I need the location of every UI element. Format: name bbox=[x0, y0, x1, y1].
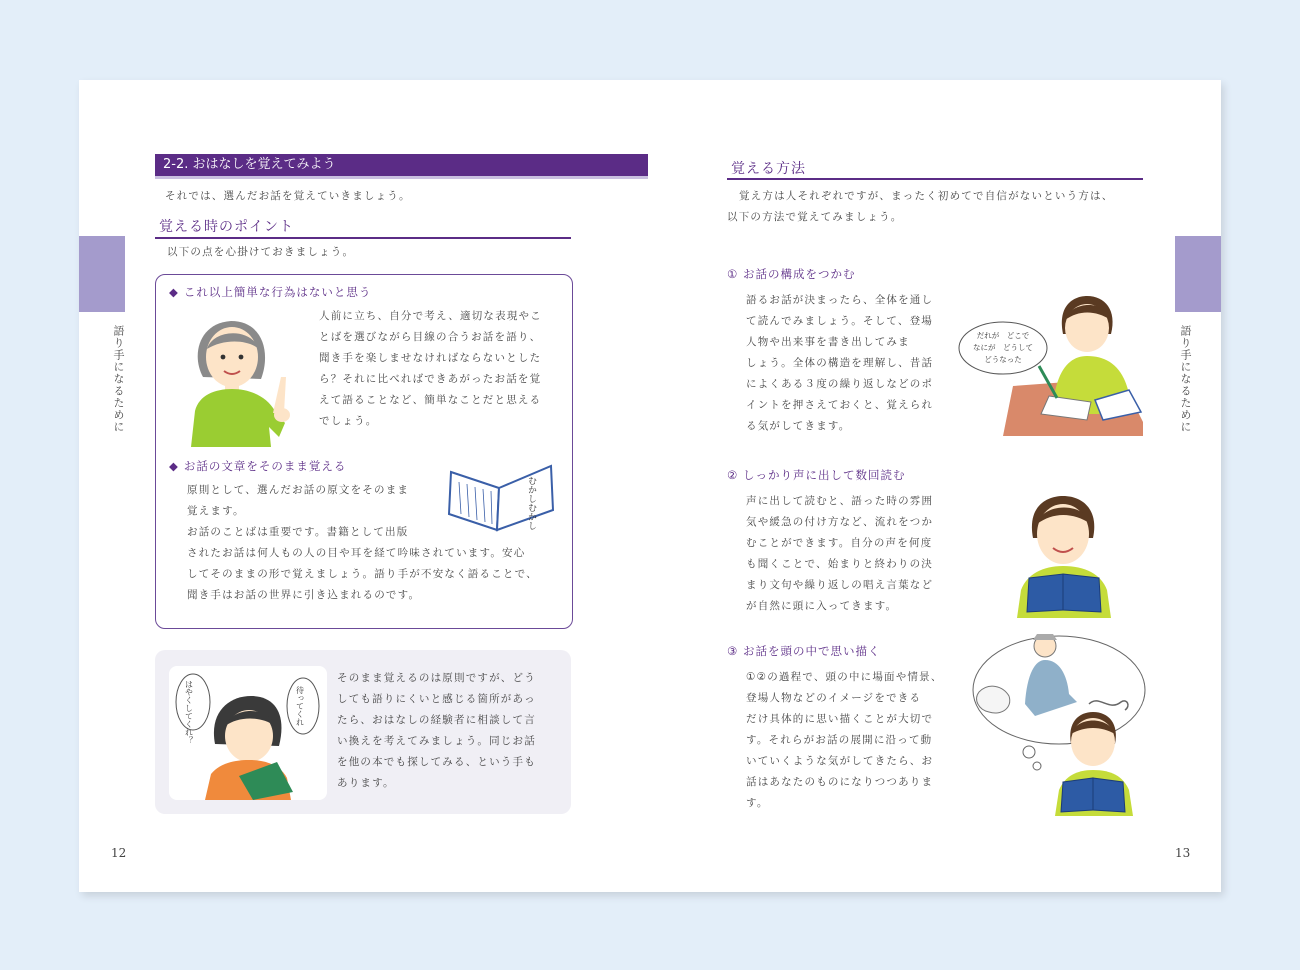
method2-heading: ② しっかり声に出して数回読む bbox=[727, 468, 906, 482]
text-line: も聞くことで、始まりと終わりの決 bbox=[746, 558, 933, 570]
text-line: 話はあなたのものになりつつありま bbox=[746, 776, 934, 788]
bubble-line: だれが どこで bbox=[976, 331, 1030, 340]
points-intro: 以下の点を心掛けておきましょう。 bbox=[167, 246, 355, 258]
point2-body-short bbox=[187, 480, 409, 543]
diamond-icon: ◆ bbox=[169, 285, 179, 299]
method3-heading: ③ お話を頭の中で思い描く bbox=[727, 644, 881, 658]
text-line: でしょう。 bbox=[319, 415, 378, 427]
text-line: 原則として、選んだお話の原文をそのまま bbox=[187, 484, 410, 496]
point2-heading-text: お話の文章をそのまま覚える bbox=[183, 459, 347, 473]
boy-reading-aloud-illustration bbox=[1013, 494, 1113, 618]
method3-body bbox=[746, 667, 943, 814]
text-line: えて語ることなど、簡単なことだと思える bbox=[319, 394, 542, 406]
book-page-text: むかしむかし bbox=[526, 476, 536, 530]
text-line: してそのままの形で覚えましょう。語り手が不安なく語ることで、 bbox=[187, 568, 538, 580]
left-page-number: 12 bbox=[111, 846, 127, 860]
text-line: たら、おはなしの経験者に相談して言 bbox=[337, 714, 536, 726]
points-rule bbox=[155, 237, 571, 239]
text-line: が自然に頭に入ってきます。 bbox=[746, 600, 898, 612]
girl-reading-illustration bbox=[169, 666, 327, 800]
bubble2-text: 待ってくれ bbox=[295, 686, 305, 726]
boy-writing-illustration bbox=[957, 294, 1145, 436]
method1-heading: ① お話の構成をつかむ bbox=[727, 267, 856, 281]
text-line: 人前に立ち、自分で考え、適切な表現やこ bbox=[319, 310, 542, 322]
book-spread bbox=[79, 80, 1221, 892]
text-line: を他の本でも探してみる、という手も bbox=[337, 756, 536, 768]
text-line: す。 bbox=[746, 797, 769, 809]
text-line: 登場人物などのイメージをできる bbox=[746, 692, 922, 704]
right-page-number: 13 bbox=[1175, 846, 1191, 860]
right-side-label: 語り手になるために bbox=[1179, 325, 1192, 433]
text-line: しょう。全体の構造を理解し、昔話 bbox=[746, 357, 934, 369]
text-line: 聞き手を楽しませなければならないとした bbox=[319, 352, 542, 364]
text-line: いていくような気がしてきたら、お bbox=[746, 755, 934, 767]
point2-body-full bbox=[187, 543, 538, 606]
methods-heading: 覚える方法 bbox=[731, 161, 806, 177]
text-line: されたお話は何人もの人の目や耳を経て吟味されています。安心 bbox=[187, 547, 526, 559]
text-line: て読んでみましょう。そして、登場 bbox=[746, 315, 933, 327]
left-chapter-tab bbox=[79, 236, 125, 312]
right-chapter-tab bbox=[1175, 236, 1221, 312]
text-line: ①②の過程で、頭の中に場面や情景、 bbox=[746, 671, 943, 683]
text-line: ら？それに比べればできあがったお話を覚 bbox=[319, 373, 542, 385]
text-line: い換えを考えてみましょう。同じお話 bbox=[337, 735, 536, 747]
text-line: 語るお話が決まったら、全体を通し bbox=[746, 294, 934, 306]
text-line: むことができます。自分の声を何度 bbox=[746, 537, 933, 549]
text-line: だけ具体的に思い描くことが大切で bbox=[746, 713, 934, 725]
bubble-line: どうなった bbox=[984, 355, 1022, 364]
text-line: 聞き手はお話の世界に引き込まれるのです。 bbox=[187, 589, 421, 601]
method1-body bbox=[746, 290, 933, 437]
text-line: 人物や出来事を書き出してみま bbox=[746, 336, 910, 348]
point2-heading bbox=[169, 458, 346, 474]
text-line: によくある３度の繰り返しなどのポ bbox=[746, 378, 934, 390]
text-line: 覚え方は人それぞれですが、まったく初めてで自信がないという方は、 bbox=[739, 190, 1114, 202]
bubble-line: なにが どうして bbox=[973, 343, 1033, 352]
text-line: しても語りにくいと感じる箇所があっ bbox=[337, 693, 536, 705]
text-line: あります。 bbox=[337, 777, 395, 789]
text-line: 気や緩急の付け方など、流れをつか bbox=[746, 516, 934, 528]
methods-intro bbox=[727, 186, 1113, 228]
woman-pointing-illustration bbox=[189, 315, 294, 447]
boy-imagining-illustration bbox=[959, 634, 1145, 816]
section-title: 2-2. おはなしを覚えてみよう bbox=[155, 154, 648, 179]
point1-heading bbox=[169, 284, 371, 300]
text-line: 覚えます。 bbox=[187, 505, 245, 517]
diamond-icon: ◆ bbox=[169, 459, 179, 473]
section-intro: それでは、選んだお話を覚えていきましょう。 bbox=[165, 190, 411, 202]
point1-body bbox=[319, 306, 542, 432]
text-line: 以下の方法で覚えてみましょう。 bbox=[727, 211, 903, 223]
bubble1-text: はやくしてくれ？ bbox=[184, 680, 194, 744]
left-side-label: 語り手になるために bbox=[112, 325, 125, 433]
text-line: る気がしてきます。 bbox=[746, 420, 851, 432]
text-line: そのまま覚えるのは原則ですが、どう bbox=[337, 672, 536, 684]
text-line: す。それらがお話の展開に沿って動 bbox=[746, 734, 933, 746]
method2-body bbox=[746, 491, 933, 617]
point1-heading-text: これ以上簡単な行為はないと思う bbox=[183, 285, 372, 299]
text-line: まり文句や繰り返しの唱え言葉など bbox=[746, 579, 934, 591]
text-line: お話のことばは重要です。書籍として出版 bbox=[187, 526, 409, 538]
text-line: とばを選びながら目線の合うお話を語り、 bbox=[319, 331, 542, 343]
methods-rule bbox=[727, 178, 1143, 180]
points-subheading: 覚える時のポイント bbox=[159, 219, 294, 235]
text-line: 声に出して読むと、語った時の雰囲 bbox=[746, 495, 934, 507]
text-line: イントを押さえておくと、覚えられ bbox=[746, 399, 934, 411]
note-body bbox=[337, 668, 536, 794]
open-book-illustration bbox=[447, 462, 555, 532]
